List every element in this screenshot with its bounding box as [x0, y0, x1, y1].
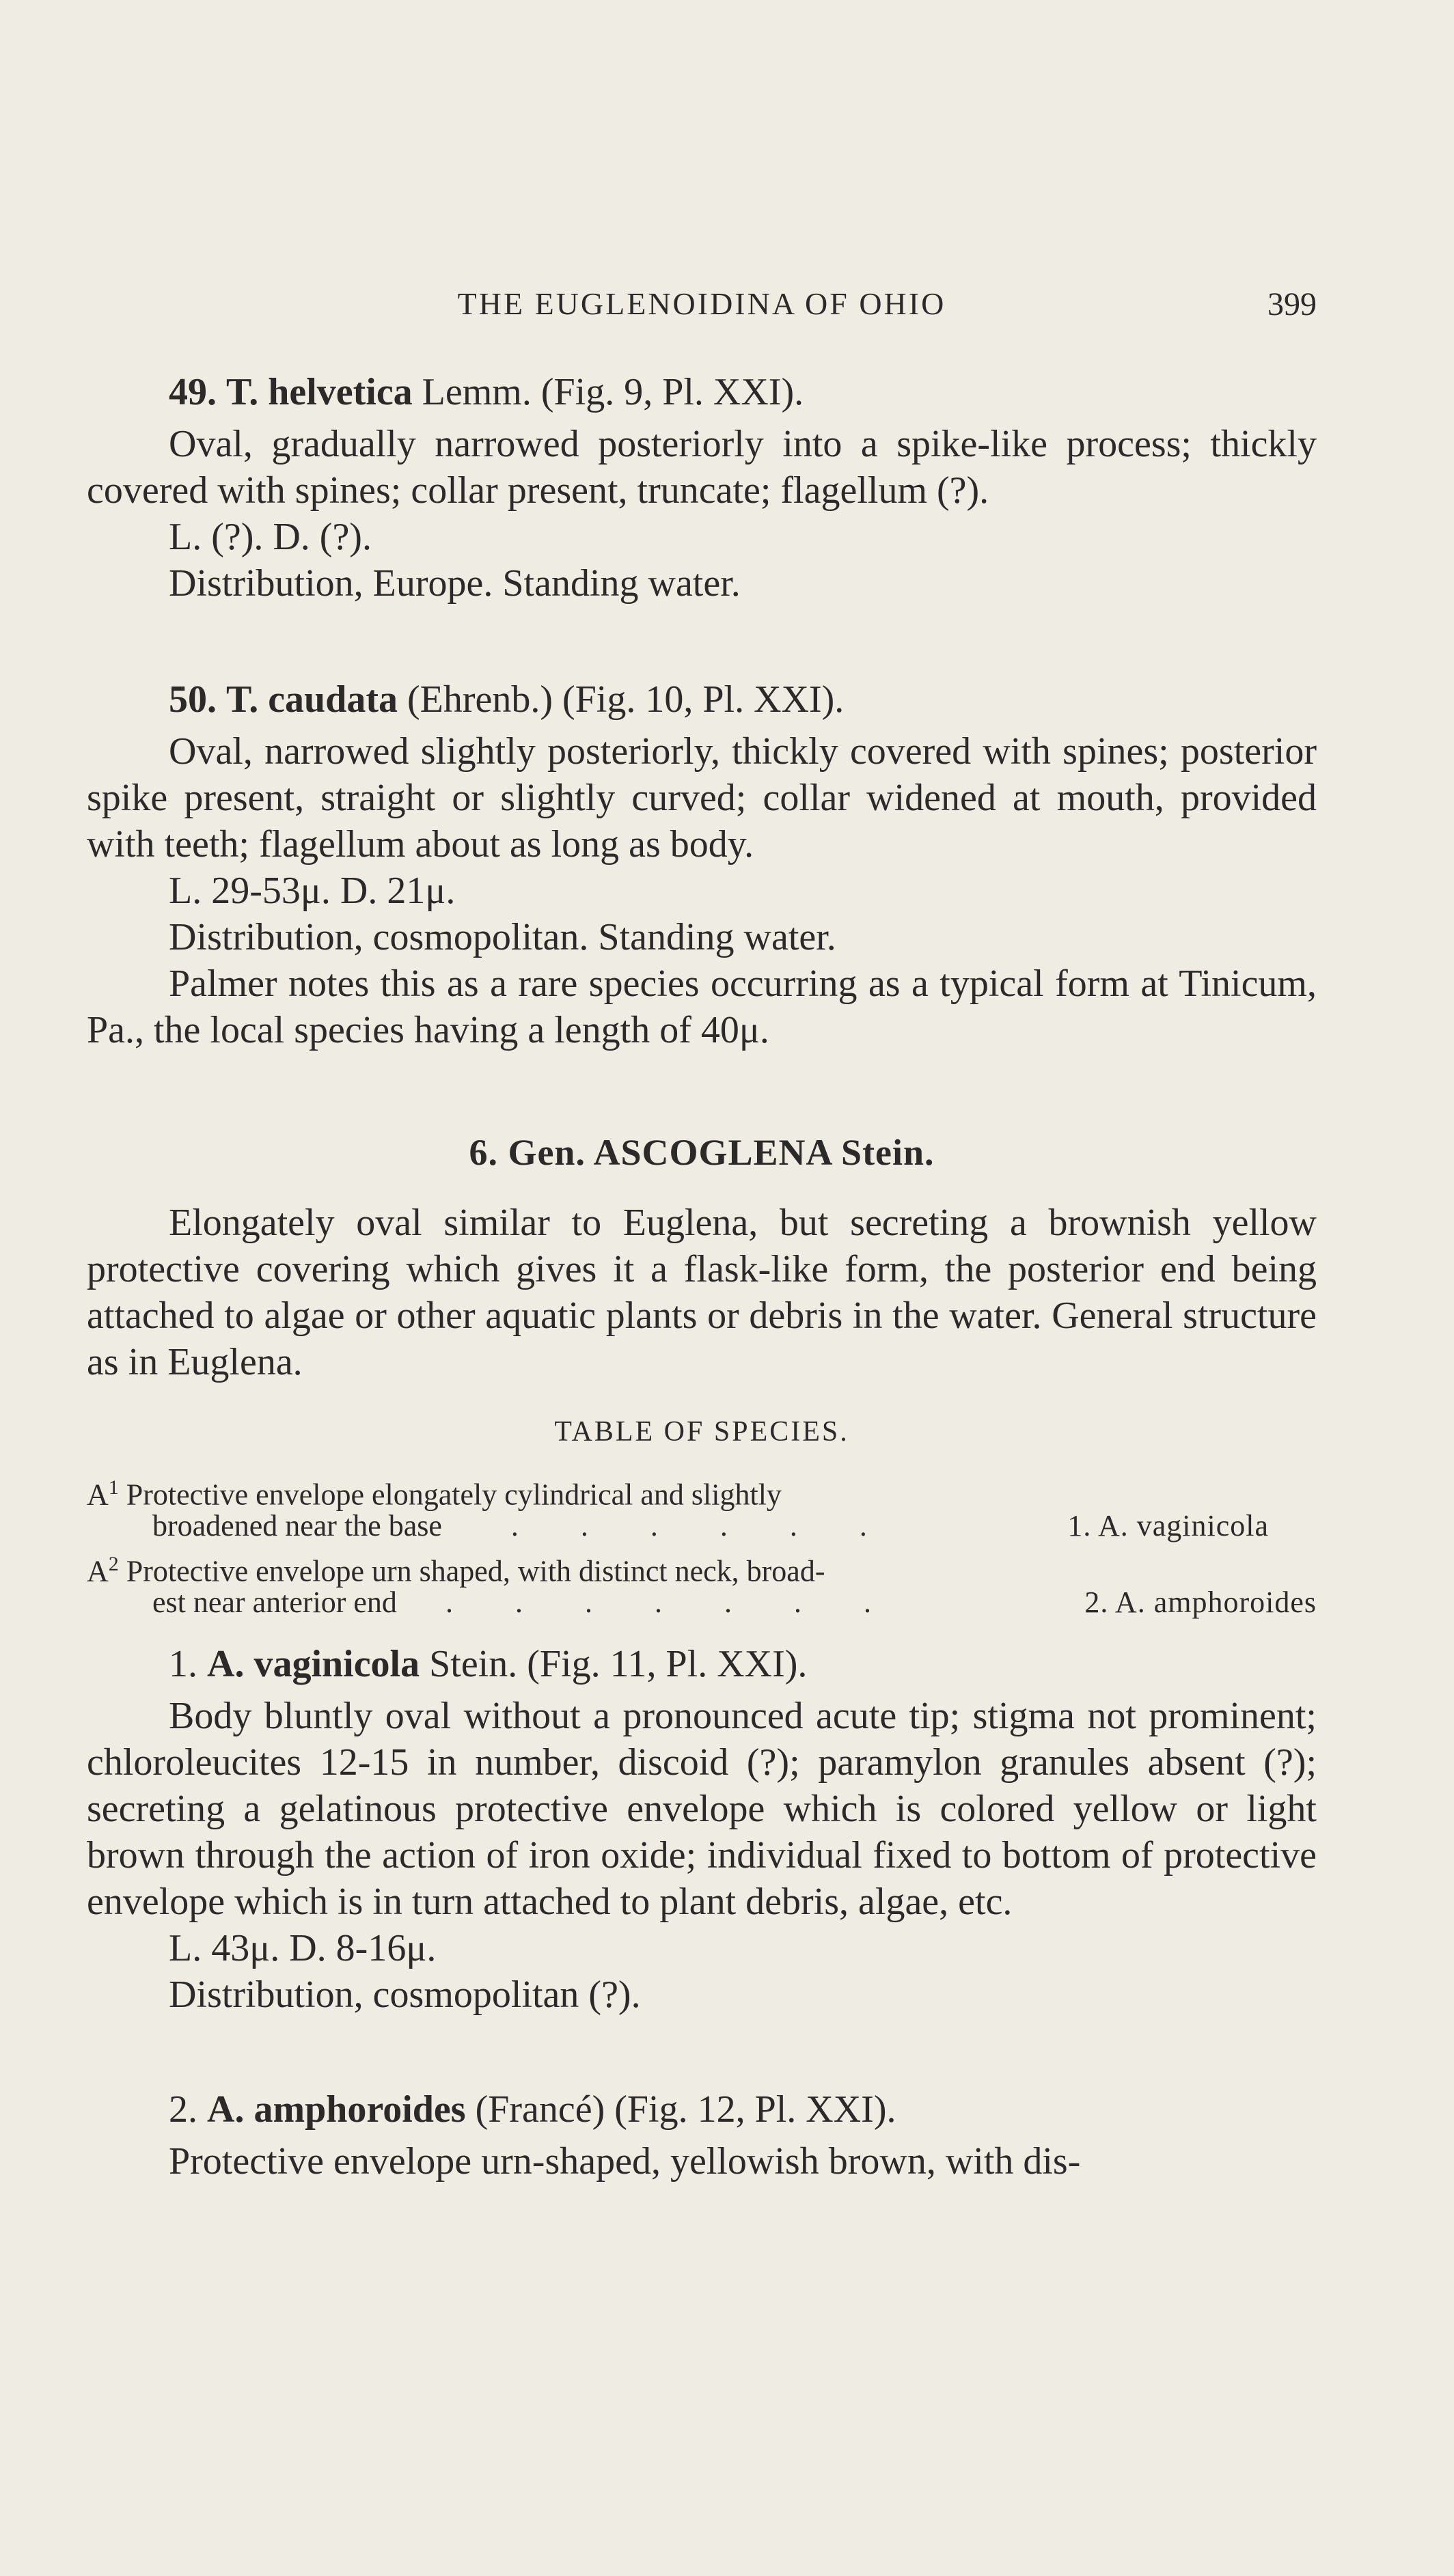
species-a1-description: Body bluntly oval without a pronounced acute tip; stigma not prominent; chloroleucites 12-15 in number, discoid (?); paramylon granules absent (?); secreting a gelatinous protective envelope which is colored yellow or light brown through the action of iron oxide; individual fixed to bottom of protective envelope which is in turn attached to plant debris, algae, etc. [87, 1695, 1317, 1923]
species-50-description: Oval, narrowed slightly posteriorly, thickly covered with spines; posterior spike present, straight or slightly curved; collar widened at mouth, provided with teeth; flagellum about as long as body. [87, 730, 1317, 865]
species-50-entry [87, 676, 1317, 1053]
key-a2-line2 [152, 1583, 899, 1622]
species-a2-entry [87, 2086, 1317, 2185]
key-a1-line1: Protective envelope elongately cylindrical and slightly [118, 1478, 782, 1512]
key-row-a1-line1 [87, 1469, 1317, 1512]
key-row-a1-line2 [87, 1507, 1317, 1545]
species-49-description: Oval, gradually narrowed posteriorly into a spike-like process; thickly covered with spines; collar present, truncate; flagellum (?). [87, 423, 1317, 512]
species-a1-heading [87, 1641, 1317, 1687]
species-a2-citation: (Francé) (Fig. 12, Pl. XXI). [465, 2088, 896, 2131]
species-50-name: T. caudata [226, 678, 398, 721]
species-49-distribution: Distribution, Europe. Standing water. [169, 562, 741, 605]
genus-heading: 6. Gen. ASCOGLENA Stein. [469, 1132, 935, 1173]
key-a1-sup: 1 [108, 1476, 119, 1499]
species-50-heading [87, 676, 1317, 723]
species-a2-description: Protective envelope urn-shaped, yellowish brown, with dis- [169, 2140, 1081, 2183]
species-50-number: 50. [169, 678, 217, 721]
species-50-citation: (Ehrenb.) (Fig. 10, Pl. XXI). [398, 678, 845, 721]
key-a2-label: A [87, 1554, 109, 1588]
key-a2-sup: 2 [108, 1553, 119, 1575]
key-a1-line2 [152, 1507, 894, 1545]
key-a2-line1: Protective envelope urn shaped, with distinct neck, broad- [118, 1554, 825, 1588]
species-a1-name: A. vaginicola [207, 1643, 420, 1685]
species-key [87, 1469, 1317, 1622]
species-49-dimensions: L. (?). D. (?). [169, 516, 372, 558]
species-a1-number: 1. [169, 1643, 197, 1685]
key-a2-line2-text: est near anterior end [152, 1585, 397, 1619]
species-a2-heading [87, 2086, 1317, 2133]
page-number: 399 [1267, 286, 1317, 322]
species-49-heading [87, 369, 1317, 415]
key-row-a2-line2 [87, 1583, 1317, 1622]
key-a2-leader-dots: . . . . . . . [445, 1585, 899, 1619]
genus-description-block [87, 1200, 1317, 1385]
species-49-name: T. helvetica [226, 371, 413, 413]
key-a1-label: A [87, 1478, 109, 1512]
species-a2-name: A. amphoroides [207, 2088, 466, 2131]
species-a1-entry [87, 1641, 1317, 2018]
species-a2-number: 2. [169, 2088, 197, 2131]
species-50-distribution: Distribution, cosmopolitan. Standing water. [169, 916, 836, 958]
key-a1-leader-dots: . . . . . . [510, 1509, 894, 1542]
species-50-note: Palmer notes this as a rare species occurring as a typical form at Tinicum, Pa., the local species having a length of 40μ. [87, 962, 1317, 1051]
key-row-a2-line1 [87, 1545, 1317, 1588]
key-a2-result: 2. A. amphoroides [1084, 1585, 1317, 1619]
species-a1-dimensions: L. 43μ. D. 8-16μ. [169, 1927, 437, 1969]
species-a1-citation: Stein. (Fig. 11, Pl. XXI). [420, 1643, 808, 1685]
species-49-entry [87, 369, 1317, 607]
running-head [87, 286, 1317, 327]
species-49-number: 49. [169, 371, 217, 413]
species-50-dimensions: L. 29-53μ. D. 21μ. [169, 870, 456, 912]
running-title: THE EUGLENOIDINA OF OHIO [457, 286, 946, 321]
genus-description: Elongately oval similar to Euglena, but secreting a brownish yellow protective covering which gives it a flask-like form, the posterior end being attached to algae or other aquatic plants or debris in the water. General structure as in Euglena. [87, 1202, 1317, 1383]
key-a1-result: 1. A. vaginicola [1067, 1509, 1269, 1542]
key-a1-line2-text: broadened near the base [152, 1509, 442, 1542]
table-of-species-title: TABLE OF SPECIES. [554, 1416, 849, 1448]
species-a1-distribution: Distribution, cosmopolitan (?). [169, 1973, 641, 2016]
species-49-citation: Lemm. (Fig. 9, Pl. XXI). [412, 371, 804, 413]
